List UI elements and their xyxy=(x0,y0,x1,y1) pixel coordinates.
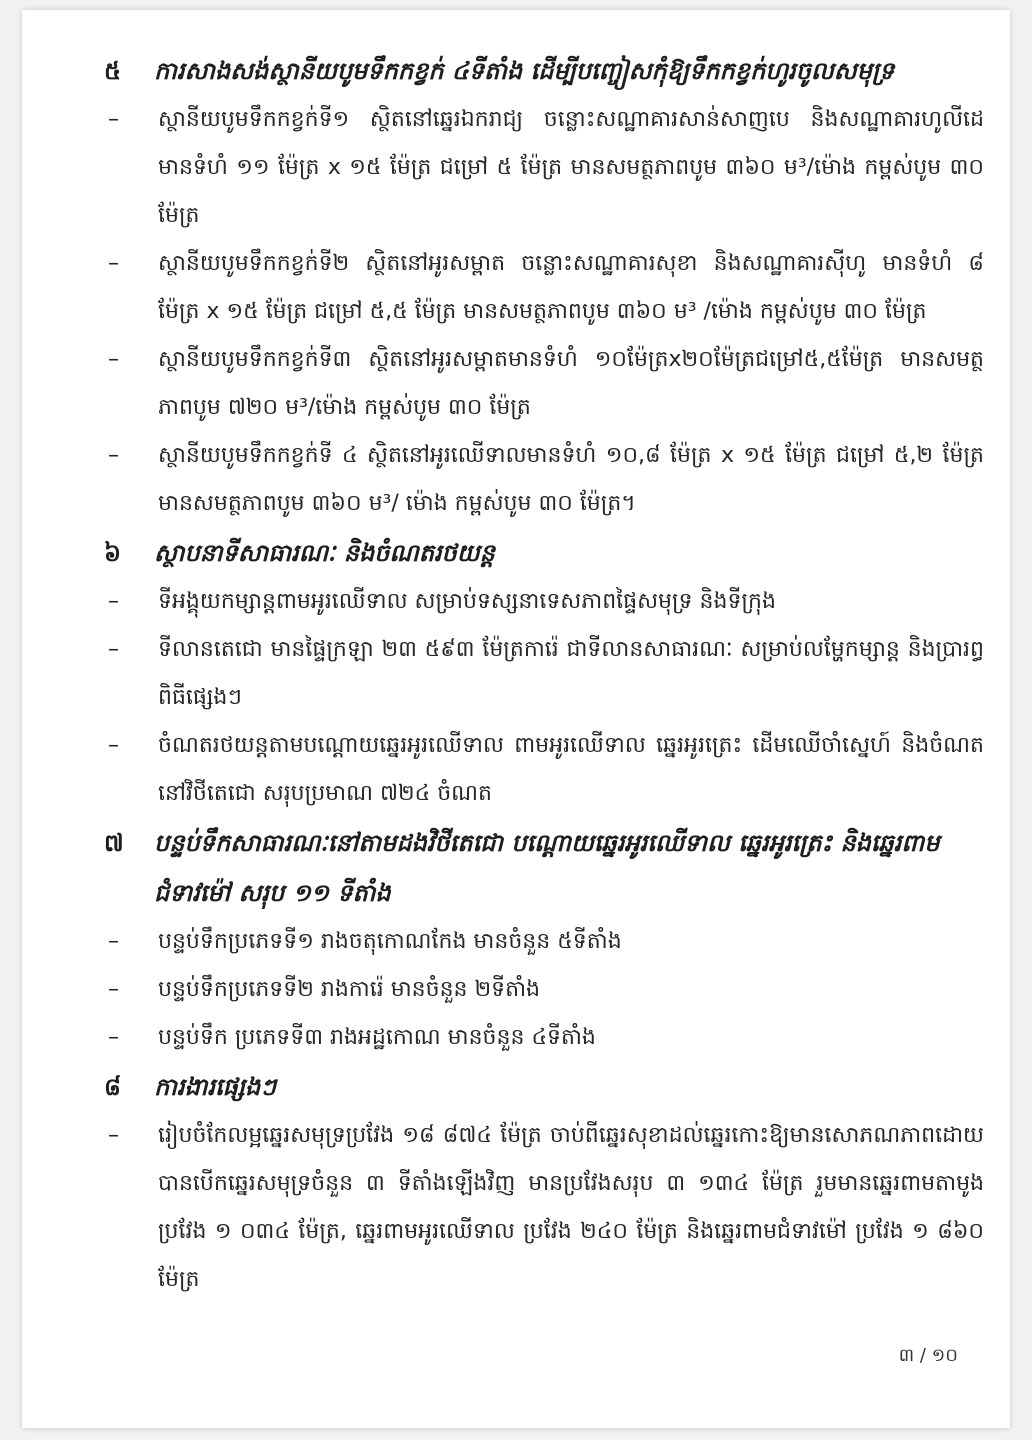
list-item xyxy=(104,432,984,528)
document-page xyxy=(22,10,1010,1428)
bullet-dash: – xyxy=(108,251,119,276)
list-item-text: បន្ទប់ទឹកប្រភេទទី២ រាងការ៉េ មានចំនួន ២ទីតាំង xyxy=(158,977,541,1002)
section-title: ការងារផ្សេងៗ xyxy=(154,1073,276,1101)
bullet-dash: – xyxy=(108,1123,119,1148)
section-number: ៨ xyxy=(104,1073,121,1101)
section-heading xyxy=(104,818,984,918)
list-item-text: ទីលានតេជោ មានផ្ទៃក្រឡា ២៣ ៥៩៣ ម៉ែត្រការ៉េ ជាទីលានសាធារណៈ សម្រាប់លម្ហែកម្សាន្ត និងប្រារព្ធពិធីផ្សេងៗ xyxy=(158,637,984,710)
bullet-dash: – xyxy=(108,347,119,372)
bullet-dash: – xyxy=(108,733,119,758)
list-item xyxy=(104,578,984,626)
list-item xyxy=(104,1112,984,1304)
bullet-dash: – xyxy=(108,929,119,954)
list-item xyxy=(104,240,984,336)
section-title: ការសាងសង់ស្ថានីយបូមទឹកកខ្វក់ ៤ទីតាំង ដើម្បីបញ្ចៀសកុំឱ្យទឹកកខ្វក់ហូរចូលសមុទ្រ xyxy=(154,57,895,85)
list-item xyxy=(104,96,984,240)
list-item-text: ស្ថានីយបូមទឹកកខ្វក់ទី២ ស្ថិតនៅអូរសម្ពាត ចន្លោះសណ្ឋាគារសុខា និងសណ្ឋាគារស៊ីហូ មានទំហំ ៨ ម៉ែត្រ x ១៥ ម៉ែត្រ ជម្រៅ ៥,៥ ម៉ែត្រ មានសមត្ថភាពបូម ៣៦០ ម³ /ម៉ោង កម្ពស់បូម ៣០ ម៉ែត្រ xyxy=(158,251,984,324)
document-body xyxy=(104,46,984,1304)
section-7 xyxy=(104,818,984,1062)
section-8 xyxy=(104,1062,984,1304)
section-5 xyxy=(104,46,984,528)
list-item xyxy=(104,336,984,432)
section-title: ស្ថាបនាទីសាធារណៈ និងចំណតរថយន្ត xyxy=(154,539,495,567)
section-heading xyxy=(104,528,984,578)
section-heading xyxy=(104,46,984,96)
list-item-text: បន្ទប់ទឹកប្រភេទទី១ រាងចតុកោណកែង មានចំនួន ៥ទីតាំង xyxy=(158,929,622,954)
list-item xyxy=(104,722,984,818)
list-item-text: ស្ថានីយបូមទឹកកខ្វក់ទី៣ ស្ថិតនៅអូរសម្ពាតមានទំហំ ១០ម៉ែត្រx២០ម៉ែត្រជម្រៅ៥,៥ម៉ែត្រ មានសមត្ថភាពបូម ៧២០ ម³/ម៉ោង កម្ពស់បូម ៣០ ម៉ែត្រ xyxy=(158,347,984,420)
section-heading xyxy=(104,1062,984,1112)
list-item-text: ចំណតរថយន្តតាមបណ្ដោយឆ្នេរអូរឈើទាល ពាមអូរឈើទាល ឆ្នេរអូរត្រេះ ដើមឈើចាំស្នេហ៍ និងចំណតនៅវិថីតេជោ សរុបប្រមាណ ៧២៤ ចំណត xyxy=(158,733,984,806)
page-number: ៣ / ១០ xyxy=(898,1345,958,1366)
list-item xyxy=(104,626,984,722)
section-title: បន្ទប់ទឹកសាធារណៈនៅតាមដងវិថីតេជោ បណ្ដោយឆ្នេរអូរឈើទាល ឆ្នេរអូរត្រេះ និងឆ្នេរពាមជំទាវម៉ៅ សរុប ១១ ទីតាំង xyxy=(154,829,940,907)
bullet-dash: – xyxy=(108,107,119,132)
list-item-text: បន្ទប់ទឹក ប្រភេទទី៣ រាងអដ្ឋកោណ មានចំនួន ៤ទីតាំង xyxy=(158,1025,596,1050)
bullet-dash: – xyxy=(108,589,119,614)
section-number: ៥ xyxy=(104,57,121,85)
list-item xyxy=(104,1014,984,1062)
list-item-text: រៀបចំកែលម្អឆ្នេរសមុទ្រប្រវែង ១៨ ៨៧៤ ម៉ែត្រ ចាប់ពីឆ្នេរសុខាដល់ឆ្នេរកោះឱ្យមានសោភណភាពដោយបានបើកឆ្នេរសមុទ្រចំនួន ៣ ទីតាំងឡើងវិញ មានប្រវែងសរុប ៣ ១៣៤ ម៉ែត្រ រួមមានឆ្នេរពាមតាមូង ប្រវែង ១ ០៣៤ ម៉ែត្រ, ឆ្នេរពាមអូរឈើទាល ប្រវែង ២៤០ ម៉ែត្រ និងឆ្នេរពាមជំទាវម៉ៅ ប្រវែង ១ ៨៦០ ម៉ែត្រ xyxy=(158,1123,984,1292)
section-number: ៧ xyxy=(104,829,124,857)
list-item-text: ស្ថានីយបូមទឹកកខ្វក់ទី ៤ ស្ថិតនៅអូរឈើទាលមានទំហំ ១០,៨ ម៉ែត្រ x ១៥ ម៉ែត្រ ជម្រៅ ៥,២ ម៉ែត្រ មានសមត្ថភាពបូម ៣៦០ ម³/ ម៉ោង កម្ពស់បូម ៣០ ម៉ែត្រ។ xyxy=(158,443,984,516)
list-item xyxy=(104,966,984,1014)
section-number: ៦ xyxy=(104,539,121,567)
list-item xyxy=(104,918,984,966)
bullet-dash: – xyxy=(108,443,119,468)
bullet-dash: – xyxy=(108,977,119,1002)
section-6 xyxy=(104,528,984,818)
bullet-dash: – xyxy=(108,637,119,662)
list-item-text: ទីអង្គុយកម្សាន្តពាមអូរឈើទាល សម្រាប់ទស្សនាទេសភាពផ្ទៃសមុទ្រ និងទីក្រុង xyxy=(158,589,776,614)
bullet-dash: – xyxy=(108,1025,119,1050)
list-item-text: ស្ថានីយបូមទឹកកខ្វក់ទី១ ស្ថិតនៅឆ្នេរឯករាជ្យ ចន្លោះសណ្ឋាគារសាន់សាញបេ និងសណ្ឋាគារហូលីដេ មានទំហំ ១១ ម៉ែត្រ x ១៥ ម៉ែត្រ ជម្រៅ ៥ ម៉ែត្រ មានសមត្ថភាពបូម ៣៦០ ម³/ម៉ោង កម្ពស់បូម ៣០ ម៉ែត្រ xyxy=(158,107,984,228)
